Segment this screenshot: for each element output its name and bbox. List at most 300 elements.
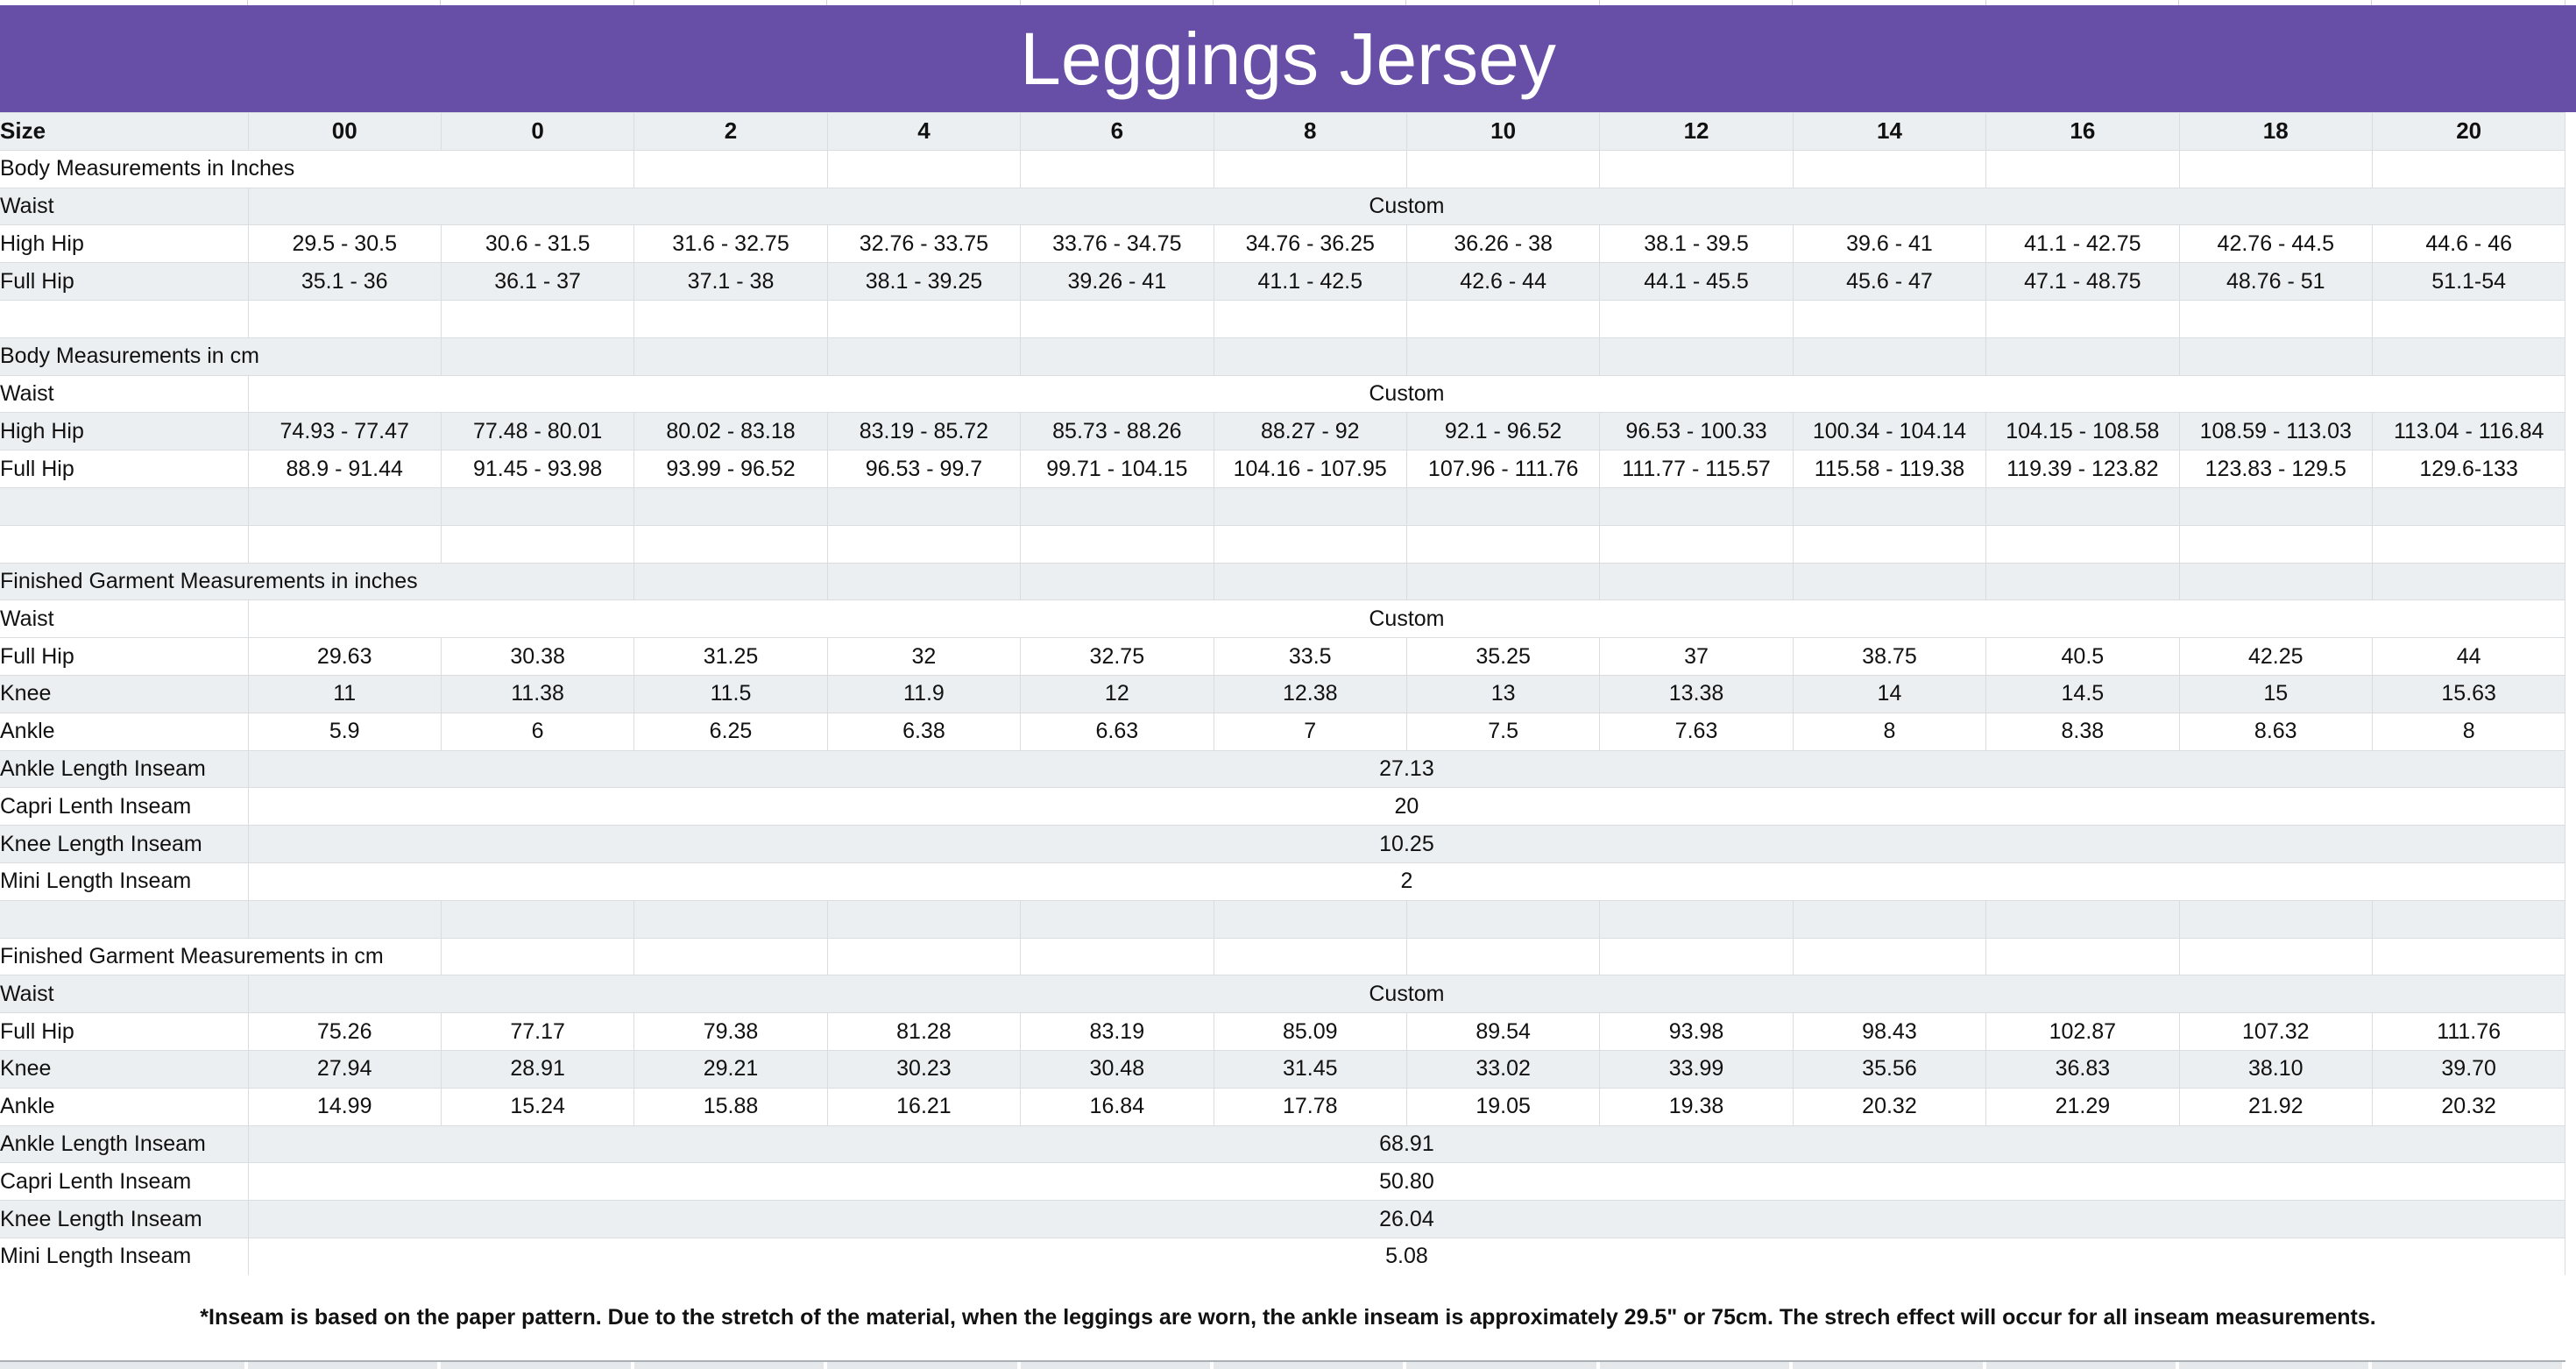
value-cell: 8 <box>1793 713 1985 750</box>
value-cell: 93.99 - 96.52 <box>634 450 827 488</box>
size-cell: 16 <box>1986 113 2179 151</box>
row-label: Capri Lenth Inseam <box>0 1163 248 1201</box>
merged-value-cell: 27.13 <box>248 750 2565 788</box>
value-cell: 19.05 <box>1406 1088 1599 1125</box>
empty-cell <box>1986 525 2179 563</box>
table-row <box>0 188 2565 225</box>
value-cell: 98.43 <box>1793 1013 1985 1051</box>
row-label: Knee <box>0 1050 248 1088</box>
value-cell: 33.99 <box>1600 1050 1793 1088</box>
value-cell: 30.23 <box>827 1050 1020 1088</box>
value-cell: 11 <box>248 675 441 713</box>
value-cell: 35.25 <box>1406 638 1599 676</box>
value-cell: 44.6 - 46 <box>2372 225 2565 263</box>
size-cell: 10 <box>1406 113 1599 151</box>
value-cell: 129.6-133 <box>2372 450 2565 488</box>
value-cell: 93.98 <box>1600 1013 1793 1051</box>
value-cell: 115.58 - 119.38 <box>1793 450 1985 488</box>
size-cell: 0 <box>441 113 633 151</box>
empty-cell <box>2372 900 2565 938</box>
empty-cell <box>1793 563 1985 600</box>
row-label: Ankle Length Inseam <box>0 1125 248 1163</box>
value-cell: 28.91 <box>441 1050 633 1088</box>
empty-cell <box>1214 300 1406 337</box>
empty-cell <box>1406 487 1599 525</box>
empty-cell <box>634 525 827 563</box>
value-cell: 113.04 - 116.84 <box>2372 413 2565 450</box>
table-row <box>0 600 2565 638</box>
footnote-text: *Inseam is based on the paper pattern. Due to the stretch of the material, when the leggings are worn, the ankle inseam is approximately 29.5" or 75cm. The strech effect will occur for all inseam measurements. <box>200 1305 2376 1330</box>
table-row <box>0 1125 2565 1163</box>
row-label: Mini Length Inseam <box>0 862 248 900</box>
value-cell: 15.88 <box>634 1088 827 1125</box>
empty-cell <box>248 900 441 938</box>
empty-label-cell <box>0 525 248 563</box>
value-cell: 35.56 <box>1793 1050 1985 1088</box>
size-cell: 20 <box>2372 113 2565 151</box>
table-row <box>0 150 2565 188</box>
value-cell: 5.9 <box>248 713 441 750</box>
section-label: Finished Garment Measurements in inches <box>0 563 634 600</box>
value-cell: 89.54 <box>1406 1013 1599 1051</box>
empty-cell <box>441 487 633 525</box>
value-cell: 20.32 <box>2372 1088 2565 1125</box>
value-cell: 88.9 - 91.44 <box>248 450 441 488</box>
value-cell: 8.38 <box>1986 713 2179 750</box>
size-cell: 8 <box>1214 113 1406 151</box>
value-cell: 11.9 <box>827 675 1020 713</box>
merged-value-cell: 68.91 <box>248 1125 2565 1163</box>
value-cell: 108.59 - 113.03 <box>2179 413 2372 450</box>
value-cell: 31.25 <box>634 638 827 676</box>
empty-cell <box>827 563 1020 600</box>
value-cell: 77.48 - 80.01 <box>441 413 633 450</box>
value-cell: 31.6 - 32.75 <box>634 225 827 263</box>
empty-cell <box>827 337 1020 375</box>
value-cell: 19.38 <box>1600 1088 1793 1125</box>
row-label: Full Hip <box>0 1013 248 1051</box>
table-row <box>0 487 2565 525</box>
table-row <box>0 900 2565 938</box>
value-cell: 34.76 - 36.25 <box>1214 225 1406 263</box>
merged-value-cell: 20 <box>248 788 2565 826</box>
empty-cell <box>1406 563 1599 600</box>
empty-cell <box>1214 525 1406 563</box>
value-cell: 12.38 <box>1214 675 1406 713</box>
cutoff-cell <box>441 1362 630 1369</box>
empty-cell <box>634 900 827 938</box>
empty-cell <box>1986 938 2179 975</box>
empty-cell <box>2179 337 2372 375</box>
value-cell: 41.1 - 42.5 <box>1214 263 1406 301</box>
row-label: Knee Length Inseam <box>0 826 248 863</box>
value-cell: 51.1-54 <box>2372 263 2565 301</box>
title-banner <box>0 5 2576 112</box>
row-label: Knee <box>0 675 248 713</box>
empty-cell <box>1600 300 1793 337</box>
row-label: Waist <box>0 600 248 638</box>
empty-cell <box>1793 337 1985 375</box>
value-cell: 47.1 - 48.75 <box>1986 263 2179 301</box>
empty-cell <box>441 300 633 337</box>
row-label: Waist <box>0 188 248 225</box>
empty-cell <box>827 300 1020 337</box>
value-cell: 33.76 - 34.75 <box>1021 225 1214 263</box>
row-label: Ankle Length Inseam <box>0 750 248 788</box>
merged-value-cell: 5.08 <box>248 1238 2565 1275</box>
value-cell: 31.45 <box>1214 1050 1406 1088</box>
value-cell: 111.76 <box>2372 1013 2565 1051</box>
empty-cell <box>2372 563 2565 600</box>
table-row <box>0 563 2565 600</box>
value-cell: 30.38 <box>441 638 633 676</box>
empty-cell <box>441 938 633 975</box>
empty-cell <box>634 938 827 975</box>
empty-cell <box>1214 487 1406 525</box>
value-cell: 36.26 - 38 <box>1406 225 1599 263</box>
value-cell: 15.63 <box>2372 675 2565 713</box>
value-cell: 38.1 - 39.25 <box>827 263 1020 301</box>
value-cell: 17.78 <box>1214 1088 1406 1125</box>
table-row <box>0 1050 2565 1088</box>
size-cell: 18 <box>2179 113 2372 151</box>
value-cell: 15 <box>2179 675 2372 713</box>
empty-cell <box>2179 900 2372 938</box>
table-row <box>0 300 2565 337</box>
merged-value-cell: Custom <box>248 375 2565 413</box>
cutoff-cell <box>248 1362 437 1369</box>
row-label: Waist <box>0 975 248 1013</box>
size-cell: 6 <box>1021 113 1214 151</box>
merged-value-cell: Custom <box>248 188 2565 225</box>
value-cell: 11.5 <box>634 675 827 713</box>
table-row <box>0 525 2565 563</box>
merged-value-cell: Custom <box>248 975 2565 1013</box>
value-cell: 38.1 - 39.5 <box>1600 225 1793 263</box>
empty-cell <box>634 337 827 375</box>
row-label: High Hip <box>0 413 248 450</box>
size-cell: 2 <box>634 113 827 151</box>
empty-cell <box>2179 938 2372 975</box>
value-cell: 7.63 <box>1600 713 1793 750</box>
empty-cell <box>1793 300 1985 337</box>
row-label: Capri Lenth Inseam <box>0 788 248 826</box>
value-cell: 32.76 - 33.75 <box>827 225 1020 263</box>
value-cell: 32 <box>827 638 1020 676</box>
value-cell: 96.53 - 100.33 <box>1600 413 1793 450</box>
value-cell: 20.32 <box>1793 1088 1985 1125</box>
table-row <box>0 1201 2565 1238</box>
value-cell: 100.34 - 104.14 <box>1793 413 1985 450</box>
table-row <box>0 337 2565 375</box>
size-chart-table <box>0 112 2565 1276</box>
value-cell: 74.93 - 77.47 <box>248 413 441 450</box>
empty-cell <box>1793 487 1985 525</box>
row-label: Mini Length Inseam <box>0 1238 248 1275</box>
merged-value-cell: Custom <box>248 600 2565 638</box>
value-cell: 6.63 <box>1021 713 1214 750</box>
value-cell: 48.76 - 51 <box>2179 263 2372 301</box>
empty-cell <box>2372 525 2565 563</box>
empty-cell <box>1021 337 1214 375</box>
empty-cell <box>1214 337 1406 375</box>
table-row <box>0 788 2565 826</box>
value-cell: 6 <box>441 713 633 750</box>
empty-cell <box>1986 300 2179 337</box>
value-cell: 107.96 - 111.76 <box>1406 450 1599 488</box>
value-cell: 104.16 - 107.95 <box>1214 450 1406 488</box>
empty-cell <box>1406 525 1599 563</box>
value-cell: 27.94 <box>248 1050 441 1088</box>
table-row <box>0 750 2565 788</box>
empty-cell <box>1406 938 1599 975</box>
value-cell: 81.28 <box>827 1013 1020 1051</box>
empty-cell <box>248 487 441 525</box>
merged-value-cell: 2 <box>248 862 2565 900</box>
value-cell: 21.29 <box>1986 1088 2179 1125</box>
empty-cell <box>1214 900 1406 938</box>
empty-cell <box>1986 337 2179 375</box>
value-cell: 88.27 - 92 <box>1214 413 1406 450</box>
table-row <box>0 375 2565 413</box>
value-cell: 45.6 - 47 <box>1793 263 1985 301</box>
table-row <box>0 713 2565 750</box>
cutoff-cell <box>1021 1362 1210 1369</box>
value-cell: 33.02 <box>1406 1050 1599 1088</box>
table-row <box>0 675 2565 713</box>
value-cell: 6.38 <box>827 713 1020 750</box>
empty-cell <box>634 563 827 600</box>
empty-cell <box>1214 563 1406 600</box>
table-row <box>0 638 2565 676</box>
cutoff-cell <box>1214 1362 1403 1369</box>
table-row <box>0 826 2565 863</box>
value-cell: 36.83 <box>1986 1050 2179 1088</box>
table-row <box>0 1088 2565 1125</box>
value-cell: 14.99 <box>248 1088 441 1125</box>
value-cell: 123.83 - 129.5 <box>2179 450 2372 488</box>
row-label: Full Hip <box>0 263 248 301</box>
table-row <box>0 413 2565 450</box>
table-row <box>0 450 2565 488</box>
row-label: Knee Length Inseam <box>0 1201 248 1238</box>
table-row <box>0 862 2565 900</box>
empty-cell <box>1793 525 1985 563</box>
value-cell: 29.63 <box>248 638 441 676</box>
empty-cell <box>1600 337 1793 375</box>
page-title: Leggings Jersey <box>1020 18 1556 100</box>
empty-cell <box>248 300 441 337</box>
merged-value-cell: 10.25 <box>248 826 2565 863</box>
empty-cell <box>2372 487 2565 525</box>
empty-cell <box>1021 150 1214 188</box>
row-label: Ankle <box>0 713 248 750</box>
value-cell: 13.38 <box>1600 675 1793 713</box>
empty-cell <box>1021 525 1214 563</box>
empty-cell <box>1021 900 1214 938</box>
value-cell: 83.19 <box>1021 1013 1214 1051</box>
value-cell: 37.1 - 38 <box>634 263 827 301</box>
value-cell: 14.5 <box>1986 675 2179 713</box>
value-cell: 29.21 <box>634 1050 827 1088</box>
cutoff-cell <box>2179 1362 2368 1369</box>
value-cell: 39.70 <box>2372 1050 2565 1088</box>
cutoff-cell <box>1793 1362 1982 1369</box>
value-cell: 85.73 - 88.26 <box>1021 413 1214 450</box>
empty-cell <box>2372 150 2565 188</box>
merged-value-cell: 50.80 <box>248 1163 2565 1201</box>
value-cell: 41.1 - 42.75 <box>1986 225 2179 263</box>
empty-cell <box>1600 938 1793 975</box>
value-cell: 11.38 <box>441 675 633 713</box>
empty-cell <box>1600 150 1793 188</box>
empty-label-cell <box>0 900 248 938</box>
empty-cell <box>1406 337 1599 375</box>
cutoff-cell <box>1406 1362 1596 1369</box>
empty-cell <box>1600 487 1793 525</box>
footnote-row <box>0 1275 2576 1360</box>
empty-cell <box>827 525 1020 563</box>
section-label: Body Measurements in Inches <box>0 150 634 188</box>
cutoff-cell <box>2372 1362 2561 1369</box>
row-label: Full Hip <box>0 638 248 676</box>
value-cell: 104.15 - 108.58 <box>1986 413 2179 450</box>
value-cell: 30.6 - 31.5 <box>441 225 633 263</box>
table-row <box>0 1238 2565 1275</box>
empty-cell <box>1793 900 1985 938</box>
value-cell: 8 <box>2372 713 2565 750</box>
empty-cell <box>1600 525 1793 563</box>
table-row <box>0 225 2565 263</box>
size-cell: 14 <box>1793 113 1985 151</box>
value-cell: 16.21 <box>827 1088 1020 1125</box>
empty-cell <box>441 900 633 938</box>
value-cell: 80.02 - 83.18 <box>634 413 827 450</box>
value-cell: 77.17 <box>441 1013 633 1051</box>
value-cell: 99.71 - 104.15 <box>1021 450 1214 488</box>
value-cell: 42.6 - 44 <box>1406 263 1599 301</box>
value-cell: 39.6 - 41 <box>1793 225 1985 263</box>
empty-cell <box>634 300 827 337</box>
value-cell: 83.19 - 85.72 <box>827 413 1020 450</box>
value-cell: 29.5 - 30.5 <box>248 225 441 263</box>
value-cell: 36.1 - 37 <box>441 263 633 301</box>
value-cell: 30.48 <box>1021 1050 1214 1088</box>
table-row <box>0 1013 2565 1051</box>
value-cell: 75.26 <box>248 1013 441 1051</box>
value-cell: 102.87 <box>1986 1013 2179 1051</box>
table-row <box>0 1163 2565 1201</box>
empty-cell <box>248 525 441 563</box>
empty-cell <box>1793 150 1985 188</box>
empty-cell <box>2179 300 2372 337</box>
empty-cell <box>1021 487 1214 525</box>
cutoff-cell <box>1600 1362 1789 1369</box>
empty-cell <box>1793 938 1985 975</box>
cutoff-cell <box>634 1362 824 1369</box>
value-cell: 12 <box>1021 675 1214 713</box>
size-row <box>0 113 2565 151</box>
empty-cell <box>1021 563 1214 600</box>
empty-cell <box>2179 150 2372 188</box>
value-cell: 32.75 <box>1021 638 1214 676</box>
value-cell: 38.75 <box>1793 638 1985 676</box>
value-cell: 107.32 <box>2179 1013 2372 1051</box>
empty-cell <box>1214 938 1406 975</box>
empty-cell <box>1214 150 1406 188</box>
value-cell: 96.53 - 99.7 <box>827 450 1020 488</box>
size-cell: 00 <box>248 113 441 151</box>
value-cell: 14 <box>1793 675 1985 713</box>
value-cell: 38.10 <box>2179 1050 2372 1088</box>
merged-value-cell: 26.04 <box>248 1201 2565 1238</box>
empty-label-cell <box>0 300 248 337</box>
value-cell: 44 <box>2372 638 2565 676</box>
empty-cell <box>634 487 827 525</box>
empty-cell <box>1986 487 2179 525</box>
cutoff-next-row <box>0 1360 2565 1369</box>
empty-cell <box>827 150 1020 188</box>
empty-cell <box>1600 563 1793 600</box>
value-cell: 8.63 <box>2179 713 2372 750</box>
empty-cell <box>2372 300 2565 337</box>
value-cell: 119.39 - 123.82 <box>1986 450 2179 488</box>
empty-cell <box>1021 938 1214 975</box>
table-row <box>0 975 2565 1013</box>
empty-cell <box>441 337 633 375</box>
value-cell: 42.76 - 44.5 <box>2179 225 2372 263</box>
empty-label-cell <box>0 487 248 525</box>
value-cell: 6.25 <box>634 713 827 750</box>
value-cell: 39.26 - 41 <box>1021 263 1214 301</box>
empty-cell <box>1600 900 1793 938</box>
size-cell: 12 <box>1600 113 1793 151</box>
table-row <box>0 263 2565 301</box>
value-cell: 111.77 - 115.57 <box>1600 450 1793 488</box>
section-label: Finished Garment Measurements in cm <box>0 938 441 975</box>
empty-cell <box>1986 900 2179 938</box>
value-cell: 7.5 <box>1406 713 1599 750</box>
empty-cell <box>2179 563 2372 600</box>
value-cell: 40.5 <box>1986 638 2179 676</box>
empty-cell <box>2372 938 2565 975</box>
size-row-label: Size <box>0 113 248 151</box>
empty-cell <box>1406 150 1599 188</box>
empty-cell <box>1021 300 1214 337</box>
row-label: Full Hip <box>0 450 248 488</box>
row-label: Ankle <box>0 1088 248 1125</box>
section-label: Body Measurements in cm <box>0 337 441 375</box>
value-cell: 79.38 <box>634 1013 827 1051</box>
size-cell: 4 <box>827 113 1020 151</box>
value-cell: 37 <box>1600 638 1793 676</box>
value-cell: 91.45 - 93.98 <box>441 450 633 488</box>
value-cell: 44.1 - 45.5 <box>1600 263 1793 301</box>
row-label: High Hip <box>0 225 248 263</box>
empty-cell <box>2179 525 2372 563</box>
value-cell: 7 <box>1214 713 1406 750</box>
value-cell: 42.25 <box>2179 638 2372 676</box>
cutoff-cell <box>1986 1362 2176 1369</box>
cutoff-cell <box>0 1362 244 1369</box>
empty-cell <box>827 487 1020 525</box>
empty-cell <box>2179 487 2372 525</box>
value-cell: 16.84 <box>1021 1088 1214 1125</box>
empty-cell <box>1406 300 1599 337</box>
empty-cell <box>441 525 633 563</box>
empty-cell <box>2372 337 2565 375</box>
value-cell: 21.92 <box>2179 1088 2372 1125</box>
